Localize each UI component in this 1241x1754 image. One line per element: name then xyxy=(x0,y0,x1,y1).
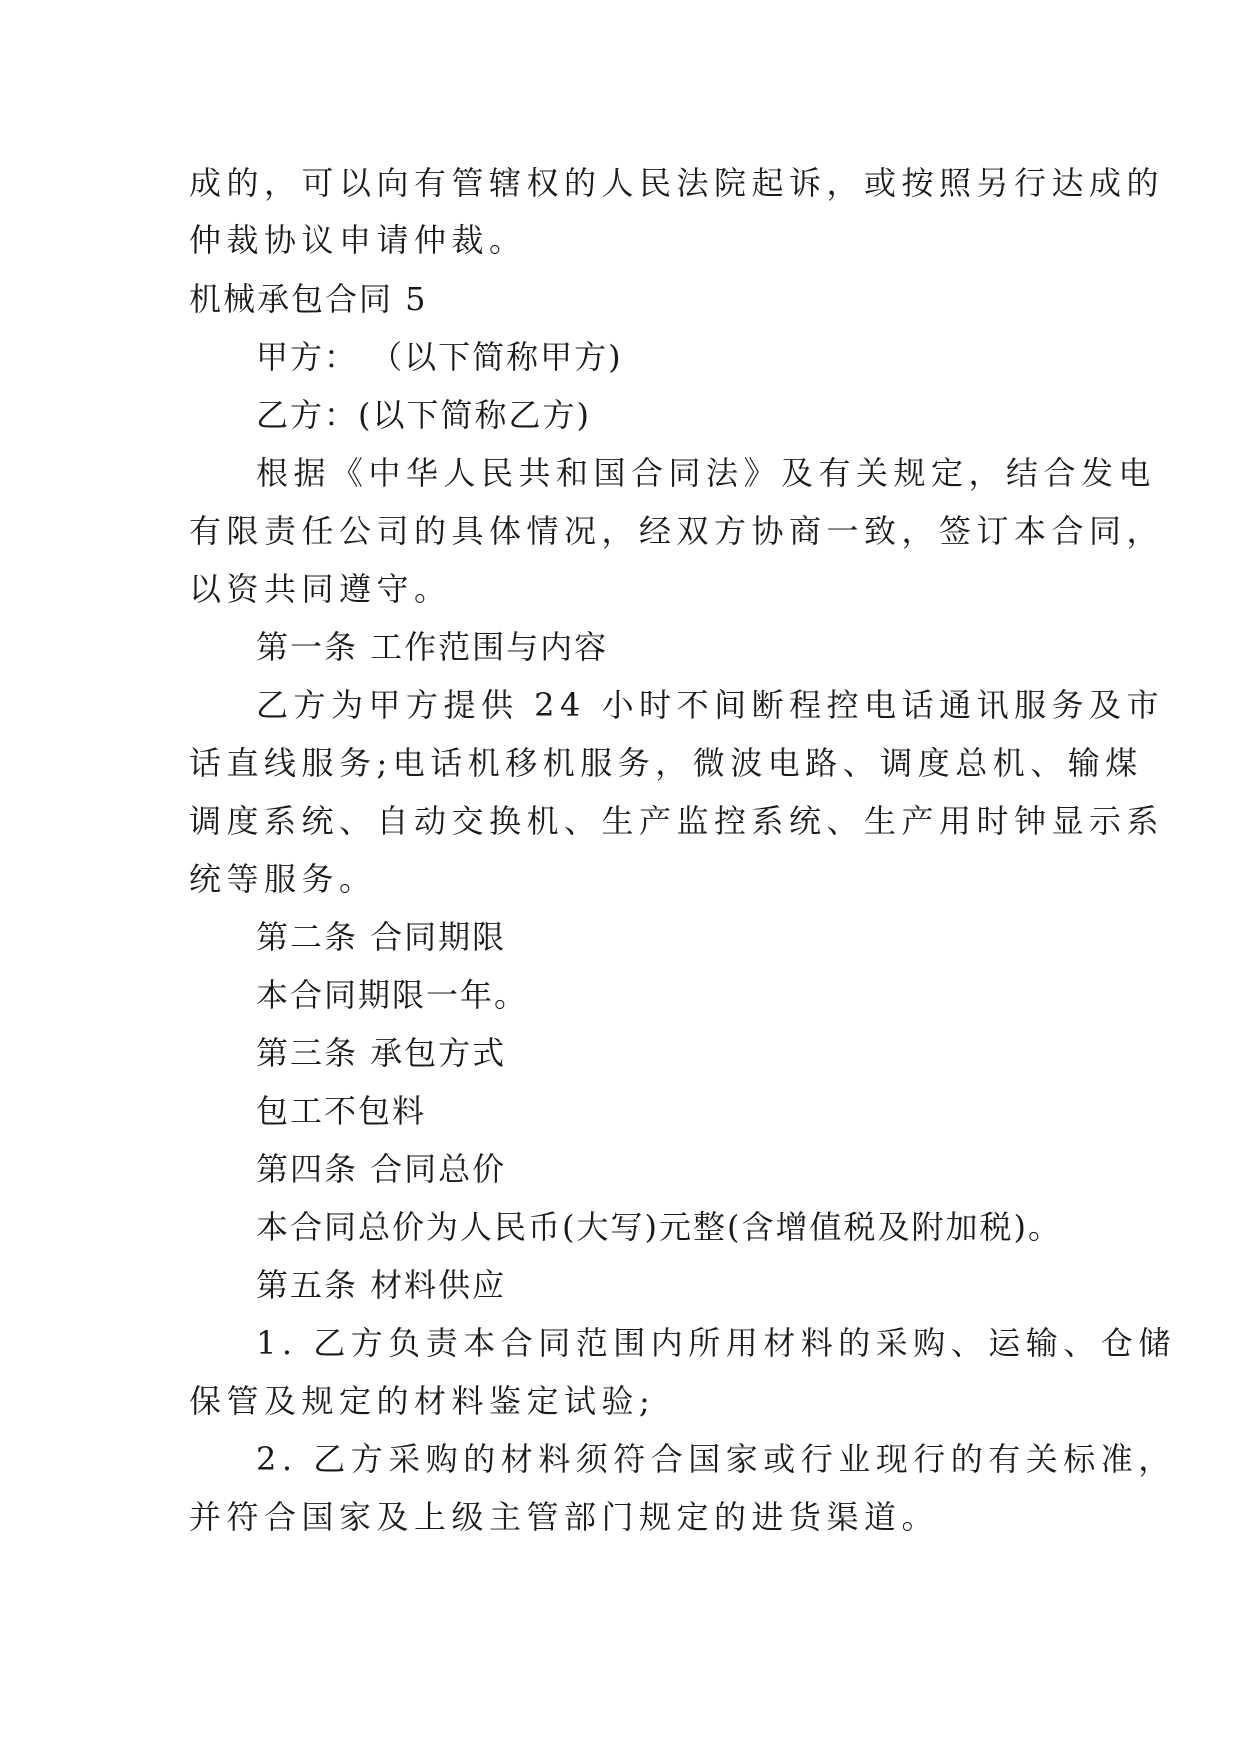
paragraph-line: 话直线服务;电话机移机服务，微波电路、调度总机、输煤 xyxy=(189,744,1143,782)
paragraph-line: 统等服务。 xyxy=(189,860,377,898)
paragraph-line: 包工不包料 xyxy=(256,1092,427,1130)
paragraph-line: 根据《中华人民共和国合同法》及有关规定，结合发电 xyxy=(256,454,1157,492)
article-heading: 第五条 材料供应 xyxy=(256,1266,507,1304)
paragraph-line: 调度系统、自动交换机、生产监控系统、生产用时钟显示系 xyxy=(189,802,1165,840)
article-heading: 第四条 合同总价 xyxy=(256,1150,507,1188)
paragraph-line: 成的，可以向有管辖权的人民法院起诉，或按照另行达成的 xyxy=(189,164,1165,202)
paragraph-line: 并符合国家及上级主管部门规定的进货渠道。 xyxy=(189,1498,940,1536)
section-title: 机械承包合同 5 xyxy=(189,280,428,318)
paragraph-line: 2. 乙方采购的材料须符合国家或行业现行的有关标准， xyxy=(256,1440,1176,1478)
paragraph-line: 本合同期限一年。 xyxy=(256,976,529,1014)
article-heading: 第二条 合同期限 xyxy=(256,918,507,956)
party-b-line: 乙方：(以下简称乙方) xyxy=(256,396,591,434)
paragraph-line: 本合同总价为人民币(大写)元整(含增值税及附加税)。 xyxy=(256,1208,1062,1246)
paragraph-line: 仲裁协议申请仲裁。 xyxy=(189,221,527,259)
article-heading: 第三条 承包方式 xyxy=(256,1034,507,1072)
paragraph-line: 保管及规定的材料鉴定试验; xyxy=(189,1382,656,1420)
paragraph-line: 1. 乙方负责本合同范围内所用材料的采购、运输、仓储 xyxy=(256,1324,1176,1362)
paragraph-line: 乙方为甲方提供 24 小时不间断程控电话通讯服务及市 xyxy=(256,686,1165,724)
article-heading: 第一条 工作范围与内容 xyxy=(256,628,609,666)
party-a-line: 甲方： （以下简称甲方) xyxy=(256,338,623,376)
paragraph-line: 以资共同遵守。 xyxy=(189,570,452,608)
paragraph-line: 有限责任公司的具体情况，经双方协商一致，签订本合同， xyxy=(189,512,1165,550)
